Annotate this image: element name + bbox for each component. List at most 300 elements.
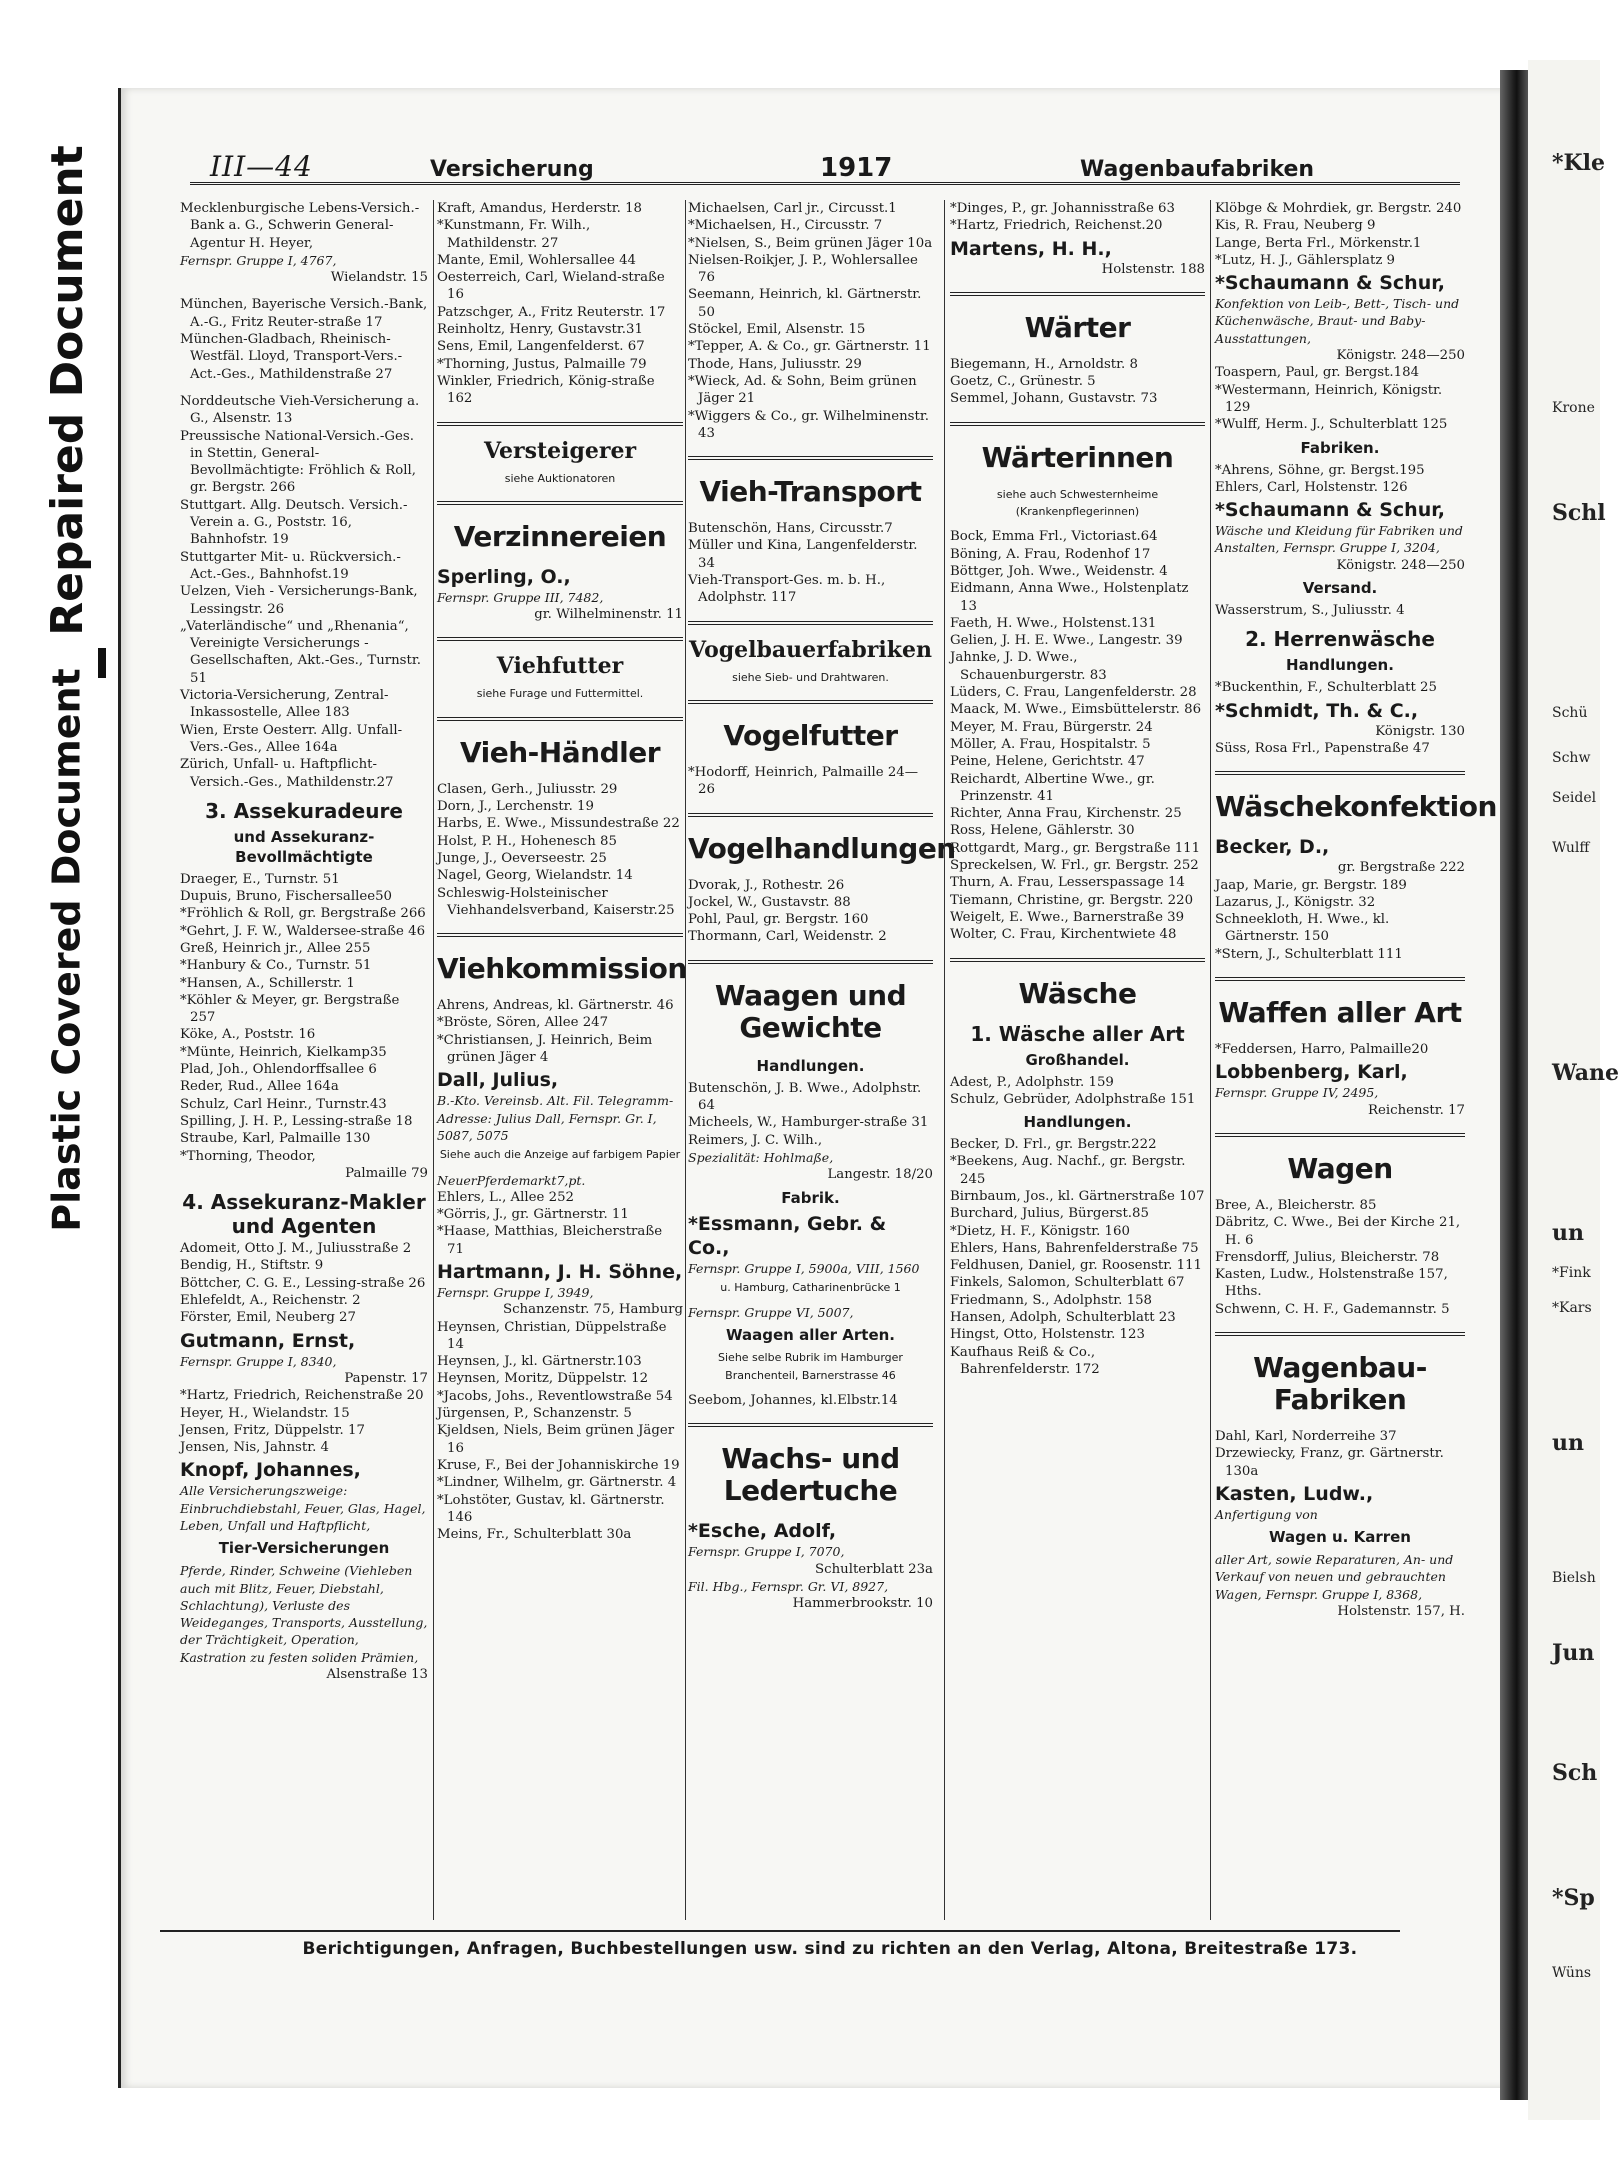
category-heading: Wäschekonfektion bbox=[1215, 790, 1497, 824]
adjacent-page-fragment: Seidel bbox=[1552, 790, 1597, 806]
firm-name: Kasten, Ludw., bbox=[1215, 1482, 1374, 1505]
rule bbox=[437, 637, 683, 643]
category-heading: Wagenbau-Fabriken bbox=[1253, 1350, 1427, 1416]
entry: Victoria-Versicherung, Zentral-Inkassostelle, Allee 183 bbox=[180, 688, 389, 721]
category-heading: Wärterinnen bbox=[981, 440, 1174, 474]
entry: *Hodorff, Heinrich, Palmaille 24—26 bbox=[688, 764, 919, 798]
category-heading: Vieh-Händler bbox=[459, 735, 661, 769]
footer-notice: Berichtigungen, Anfragen, Buchbestellungen usw. sind zu richten an den Verlag, Altona, Breitestraße 173. bbox=[302, 1939, 1358, 1959]
entry-detail: Fernspr. Gruppe I, 8340, bbox=[180, 1353, 337, 1369]
entry: Adest, P., Adolphstr. 159 bbox=[950, 1074, 1114, 1090]
subheading: Fabrik. bbox=[781, 1188, 840, 1207]
entry: Süss, Rosa Frl., Papenstraße 47 bbox=[1215, 740, 1430, 756]
entry: *Wulff, Herm. J., Schulterblatt 125 bbox=[1215, 417, 1448, 433]
spacer bbox=[180, 286, 428, 296]
entry-detail: Wäsche und Kleidung für Fabriken und Anstalten, Fernspr. Gruppe I, 3204, bbox=[1215, 523, 1463, 556]
category-heading: Vogelbauerfabriken bbox=[689, 636, 932, 663]
rule bbox=[950, 958, 1205, 964]
category-heading: Viehfutter bbox=[496, 653, 624, 680]
entry: Vieh-Transport-Ges. m. b. H., Adolphstr. 117 bbox=[688, 573, 886, 606]
column-divider bbox=[944, 200, 945, 1920]
entry: Däbritz, C. Wwe., Bei der Kirche 21, H. 6 bbox=[1215, 1215, 1461, 1248]
firm-name: Lobbenberg, Karl, bbox=[1215, 1061, 1408, 1084]
entry: Jürgensen, P., Schanzenstr. 5 bbox=[437, 1406, 632, 1422]
entry-address: Königstr. 248—250 bbox=[1336, 348, 1465, 364]
entry: Bock, Emma Frl., Victoriast.64 bbox=[950, 529, 1158, 545]
entry: Sens, Emil, Langenfelderst. 67 bbox=[437, 339, 645, 355]
entry: *Wieck, Ad. & Sohn, Beim grünen Jäger 21 bbox=[688, 373, 917, 407]
rule bbox=[437, 717, 683, 723]
entry: *Thorning, Justus, Palmaille 79 bbox=[437, 356, 647, 372]
entry: Kis, R. Frau, Neuberg 9 bbox=[1215, 218, 1376, 234]
firm-name: Gutmann, Ernst, bbox=[180, 1329, 356, 1352]
adjacent-page-fragment: un bbox=[1552, 1430, 1584, 1456]
cross-reference: siehe Auktionatoren bbox=[504, 471, 616, 485]
entry: *Nielsen, S., Beim grünen Jäger 10a bbox=[688, 235, 933, 251]
entry: Stöckel, Emil, Alsenstr. 15 bbox=[688, 322, 866, 338]
category-heading: Verzinnereien bbox=[453, 519, 667, 553]
repaired-document-label bbox=[22, 130, 112, 650]
entry: Birnbaum, Jos., kl. Gärtnerstraße 107 bbox=[950, 1188, 1205, 1204]
adjacent-page-fragment: Schü bbox=[1552, 705, 1588, 721]
rule bbox=[1215, 771, 1465, 777]
entry: Dorn, J., Lerchenstr. 19 bbox=[437, 799, 594, 815]
entry: Ehlefeldt, A., Reichenstr. 2 bbox=[180, 1293, 361, 1309]
entry: Dahl, Karl, Norderreihe 37 bbox=[1215, 1428, 1397, 1444]
entry: Jensen, Fritz, Düppelstr. 17 bbox=[180, 1422, 365, 1438]
entry-detail: Fernspr. Gruppe I, 7070, bbox=[688, 1544, 845, 1560]
subheading: Fabriken. bbox=[1300, 438, 1380, 457]
entry: Semmel, Johann, Gustavstr. 73 bbox=[950, 391, 1158, 407]
entry: *Hartz, Friedrich, Reichenst.20 bbox=[950, 218, 1163, 234]
category-heading: Viehkommission bbox=[437, 952, 687, 986]
column-5 bbox=[1215, 200, 1497, 1920]
entry: Ahrens, Andreas, kl. Gärtnerstr. 46 bbox=[437, 998, 674, 1014]
rule bbox=[950, 422, 1205, 428]
entry: Bendig, H., Stiftstr. 9 bbox=[180, 1258, 324, 1274]
entry: Heyer, H., Wielandstr. 15 bbox=[180, 1405, 350, 1421]
entry: Lange, Berta Frl., Mörkenstr.1 bbox=[1215, 235, 1422, 251]
entry: *Christiansen, J. Heinrich, Beim grünen Jäger 4 bbox=[437, 1032, 653, 1066]
subheading: Tier-Versicherungen bbox=[218, 1539, 390, 1558]
column-2 bbox=[437, 200, 687, 1920]
entry-detail: Alle Versicherungszweige: Einbruchdiebstahl, Feuer, Glas, Hagel, Leben, Unfall und Haftpflicht, bbox=[180, 1483, 426, 1533]
entry: Norddeutsche Vieh-Versicherung a. G., Alsenstr. 13 bbox=[180, 393, 420, 427]
book-gutter bbox=[1500, 70, 1528, 2100]
entry: Klöbge & Mohrdiek, gr. Bergstr. 240 bbox=[1215, 201, 1462, 216]
scan-margin-top bbox=[0, 0, 1600, 48]
entry: Drzewiecky, Franz, gr. Gärtnerstr. 130a bbox=[1215, 1446, 1444, 1479]
subsection-heading: 1. Wäsche aller Art bbox=[970, 1021, 1185, 1046]
cross-reference: siehe Sieb- und Drahtwaren. bbox=[732, 670, 889, 684]
entry: Jockel, W., Gustavstr. 88 bbox=[688, 894, 851, 910]
entry: Goetz, C., Grünestr. 5 bbox=[950, 374, 1096, 390]
firm-name: Becker, D., bbox=[1215, 836, 1330, 859]
entry: Pohl, Paul, gr. Bergstr. 160 bbox=[688, 912, 869, 928]
rule bbox=[688, 813, 933, 819]
label-strip bbox=[0, 0, 118, 2177]
entry: Frensdorff, Julius, Bleicherstr. 78 bbox=[1215, 1249, 1440, 1265]
entry: Hansen, Adolph, Schulterblatt 23 bbox=[950, 1310, 1176, 1326]
subheading: und Assekuranz-Bevollmächtigte bbox=[233, 827, 375, 866]
entry: Thormann, Carl, Weidenstr. 2 bbox=[688, 929, 887, 945]
entry-detail: Pferde, Rinder, Schweine (Viehleben auch mit Blitz, Feuer, Diebstahl, Schlachtung), Verluste des Weideganges, Transports, Ausstellung, der Trächtigkeit, Operation, Kastration zu festen soliden Prämien, bbox=[180, 1563, 428, 1665]
entry: *Hansen, A., Schillerstr. 1 bbox=[180, 975, 355, 991]
rule bbox=[688, 700, 933, 706]
spacer bbox=[180, 383, 428, 393]
entry: Wolter, C. Frau, Kirchentwiete 48 bbox=[950, 927, 1177, 943]
category-heading: Vogelfutter bbox=[723, 718, 898, 752]
entry-address: Langestr. 18/20 bbox=[827, 1167, 933, 1183]
plastic-label-text: Plastic Covered Document bbox=[45, 668, 90, 1232]
entry: *Ahrens, Söhne, gr. Bergst.195 bbox=[1215, 462, 1425, 478]
column-divider bbox=[685, 200, 686, 1920]
subheading: Handlungen. bbox=[756, 1056, 865, 1075]
entry: *Lutz, H. J., Gählersplatz 9 bbox=[1215, 252, 1396, 268]
cross-reference: siehe auch Schwesternheime (Krankenpflegerinnen) bbox=[996, 487, 1159, 519]
entry-address: Papenstr. 17 bbox=[344, 1370, 428, 1386]
entry: Kjeldsen, Niels, Beim grünen Jäger 16 bbox=[437, 1423, 675, 1456]
entry: Schulz, Carl Heinr., Turnstr.43 bbox=[180, 1096, 387, 1112]
entry-address: Hammerbrookstr. 10 bbox=[792, 1596, 933, 1612]
subheading: Wagen u. Karren bbox=[1269, 1528, 1411, 1547]
entry: Butenschön, J. B. Wwe., Adolphstr. 64 bbox=[688, 1080, 922, 1114]
entry-address: Alsenstraße 13 bbox=[326, 1667, 428, 1683]
entry: Heynsen, Moritz, Düppelstr. 12 bbox=[437, 1371, 649, 1387]
entry-address: Schanzenstr. 75, Hamburg bbox=[502, 1302, 683, 1318]
entry: Straube, Karl, Palmaille 130 bbox=[180, 1131, 371, 1147]
entry-address: Palmaille 79 bbox=[345, 1165, 428, 1181]
entry: Junge, J., Oeverseestr. 25 bbox=[437, 850, 607, 866]
entry: *Jacobs, Johs., Reventlowstraße 54 bbox=[437, 1388, 673, 1404]
entry: Böttger, Joh. Wwe., Weidenstr. 4 bbox=[950, 563, 1168, 579]
firm-name: Knopf, Johannes, bbox=[180, 1459, 361, 1482]
entry: Böttcher, C. G. E., Lessing-straße 26 bbox=[180, 1275, 426, 1291]
rule bbox=[688, 456, 933, 462]
entry: *Stern, J., Schulterblatt 111 bbox=[1215, 946, 1403, 962]
entry: Becker, D. Frl., gr. Bergstr.222 bbox=[950, 1137, 1157, 1153]
entry: Meyer, M. Frau, Bürgerstr. 24 bbox=[950, 719, 1153, 735]
adjacent-page-fragment: *Sp bbox=[1552, 1885, 1595, 1911]
entry: Stuttgarter Mit- u. Rückversich.-Act.-Ges., Bahnhofst.19 bbox=[180, 549, 401, 582]
entry-detail: NeuerPferdemarkt7,pt. bbox=[437, 1172, 586, 1188]
category-heading: Wachs- und Ledertuche bbox=[721, 1442, 900, 1508]
adjacent-page-fragment: Wane bbox=[1552, 1060, 1619, 1086]
column-1 bbox=[180, 200, 428, 1920]
entry: *Tepper, A. & Co., gr. Gärtnerstr. 11 bbox=[688, 339, 931, 355]
entry: Faeth, H. Wwe., Holstenst.131 bbox=[950, 615, 1157, 631]
entry: Toaspern, Paul, gr. Bergst.184 bbox=[1215, 365, 1420, 381]
entry: Thurn, A. Frau, Lesserspassage 14 bbox=[950, 875, 1185, 891]
entry: Heynsen, Christian, Düppelstraße 14 bbox=[437, 1319, 667, 1352]
entry: Adomeit, Otto J. M., Juliusstraße 2 bbox=[180, 1241, 412, 1257]
entry-address: Schulterblatt 23a bbox=[815, 1561, 933, 1577]
category-heading: Wagen bbox=[1287, 1151, 1393, 1185]
entry-detail: Fernspr. Gruppe VI, 5007, bbox=[688, 1305, 854, 1321]
entry: *Köhler & Meyer, gr. Bergstraße 257 bbox=[180, 992, 400, 1026]
rule bbox=[437, 422, 683, 428]
adjacent-page-fragment: *Kle bbox=[1552, 150, 1605, 176]
entry: Kraft, Amandus, Herderstr. 18 bbox=[437, 201, 642, 216]
entry: Müller und Kina, Langenfelderstr. 34 bbox=[688, 538, 918, 571]
entry: München-Gladbach, Rheinisch-Westfäl. Lloyd, Transport-Vers.-Act.-Ges., Mathildenstraße 27 bbox=[180, 332, 403, 382]
entry: Spilling, J. H. P., Lessing-straße 18 bbox=[180, 1113, 413, 1129]
entry: *Michaelsen, H., Circusstr. 7 bbox=[688, 218, 883, 234]
subheading: Handlungen. bbox=[1023, 1113, 1132, 1132]
entry: Rottgardt, Marg., gr. Bergstraße 111 bbox=[950, 840, 1201, 856]
entry: *Gehrt, J. F. W., Waldersee-straße 46 bbox=[180, 923, 426, 939]
cross-reference: u. Hamburg, Catharinenbrücke 1 bbox=[720, 1280, 901, 1294]
entry-address: gr. Wilhelminenstr. 11 bbox=[534, 607, 683, 623]
cross-reference: siehe Furage und Futtermittel. bbox=[476, 687, 644, 701]
entry: Eidmann, Anna Wwe., Holstenplatz 13 bbox=[950, 581, 1189, 614]
entry: Ehlers, L., Allee 252 bbox=[437, 1189, 574, 1205]
entry: Holst, P. H., Hohenesch 85 bbox=[437, 833, 617, 849]
entry: Maack, M. Wwe., Eimsbüttelerstr. 86 bbox=[950, 702, 1202, 718]
section-title-right: Wagenbaufabriken bbox=[1080, 157, 1315, 182]
rule bbox=[1215, 1133, 1465, 1139]
entry: Zürich, Unfall- u. Haftpflicht-Versich.-Ges., Mathildenstr.27 bbox=[180, 757, 394, 790]
entry: Butenschön, Hans, Circusstr.7 bbox=[688, 521, 893, 537]
cross-reference: Siehe auch die Anzeige auf farbigem Papier bbox=[439, 1148, 681, 1162]
firm-name: *Schaumann & Schur, bbox=[1215, 272, 1446, 295]
column-divider bbox=[1210, 200, 1211, 1920]
firm-name: *Schmidt, Th. & C., bbox=[1215, 699, 1419, 722]
entry: Peine, Helene, Gerichtstr. 47 bbox=[950, 754, 1145, 770]
entry: *Haase, Matthias, Bleicherstraße 71 bbox=[437, 1224, 663, 1257]
adjacent-page-fragment: *Fink bbox=[1552, 1265, 1591, 1281]
entry: Dupuis, Bruno, Fischersallee50 bbox=[180, 889, 392, 905]
entry: Schwenn, C. H. F., Gademannstr. 5 bbox=[1215, 1301, 1450, 1317]
firm-name: *Esche, Adolf, bbox=[688, 1520, 837, 1543]
rule bbox=[1215, 977, 1465, 983]
subheading: Versand. bbox=[1302, 579, 1378, 598]
entry: Kaufhaus Reiß & Co., Bahrenfelderstr. 172 bbox=[950, 1344, 1100, 1377]
firm-name: *Schaumann & Schur, bbox=[1215, 499, 1446, 522]
entry: Uelzen, Vieh - Versicherungs-Bank, Lessingstr. 26 bbox=[180, 584, 418, 617]
entry-address: Königstr. 130 bbox=[1375, 723, 1465, 739]
entry: Reder, Rud., Allee 164a bbox=[180, 1079, 339, 1095]
entry-detail: Konfektion von Leib-, Bett-, Tisch- und Küchenwäsche, Braut- und Baby-Ausstattungen, bbox=[1215, 296, 1460, 346]
entry-detail: aller Art, sowie Reparaturen, An- und Verkauf von neuen und gebrauchten Wagen, Fernspr. Gruppe I, 8368, bbox=[1215, 1552, 1454, 1602]
entry-detail: Anfertigung von bbox=[1215, 1506, 1318, 1522]
entry-address: Holstenstr. 188 bbox=[1101, 261, 1205, 277]
plastic-covered-label bbox=[22, 668, 112, 1232]
entry: Weigelt, E. Wwe., Barnerstraße 39 bbox=[950, 909, 1185, 925]
entry: Meins, Fr., Schulterblatt 30a bbox=[437, 1527, 632, 1543]
entry: Förster, Emil, Neuberg 27 bbox=[180, 1310, 356, 1326]
entry-detail: B.-Kto. Vereinsb. Alt. Fil. Telegramm-Adresse: Julius Dall, Fernspr. Gr. I, 5087, 5075 bbox=[437, 1093, 674, 1143]
entry: Tiemann, Christine, gr. Bergstr. 220 bbox=[950, 892, 1194, 908]
entry: Kruse, F., Bei der Johanniskirche 19 bbox=[437, 1457, 680, 1473]
entry: *Kunstmann, Fr. Wilh., Mathildenstr. 27 bbox=[437, 218, 591, 251]
entry: *Feddersen, Harro, Palmaille20 bbox=[1215, 1042, 1429, 1058]
entry: Lazarus, J., Königstr. 32 bbox=[1215, 894, 1376, 910]
firm-name: Sperling, O., bbox=[437, 565, 571, 588]
entry: Nagel, Georg, Wielandstr. 14 bbox=[437, 868, 633, 884]
firm-name: Hartmann, J. H. Söhne, bbox=[437, 1260, 683, 1283]
rule bbox=[688, 960, 933, 966]
firm-name: Martens, H. H., bbox=[950, 237, 1112, 260]
entry: *Dietz, H. F., Königstr. 160 bbox=[950, 1223, 1130, 1239]
entry: Jaap, Marie, gr. Bergstr. 189 bbox=[1215, 877, 1407, 893]
entry: Stuttgart. Allg. Deutsch. Versich.-Verein a. G., Poststr. 16, Bahnhofstr. 19 bbox=[180, 497, 408, 548]
entry: Lüders, C. Frau, Langenfelderstr. 28 bbox=[950, 685, 1197, 701]
adjacent-page-fragment: Schl bbox=[1552, 500, 1606, 526]
entry: Reinholtz, Henry, Gustavstr.31 bbox=[437, 322, 643, 338]
entry: Friedmann, S., Adolphstr. 158 bbox=[950, 1292, 1152, 1308]
entry: *Hartz, Friedrich, Reichenstraße 20 bbox=[180, 1388, 424, 1404]
entry-detail: Fernspr. Gruppe III, 7482, bbox=[437, 589, 604, 605]
entry: Draeger, E., Turnstr. 51 bbox=[180, 871, 340, 887]
entry: *Buckenthin, F., Schulterblatt 25 bbox=[1215, 680, 1437, 696]
entry: Schleswig-Holsteinischer Viehhandelsverband, Kaiserstr.25 bbox=[437, 885, 675, 918]
adjacent-page-fragment: Wulff bbox=[1552, 840, 1590, 856]
entry: *Görris, J., gr. Gärtnerstr. 11 bbox=[437, 1207, 629, 1223]
entry: *Bröste, Sören, Allee 247 bbox=[437, 1015, 609, 1031]
entry: Wien, Erste Oesterr. Allg. Unfall-Vers.-Ges., Allee 164a bbox=[180, 722, 403, 755]
entry: *Wiggers & Co., gr. Wilhelminenstr. 43 bbox=[688, 408, 929, 441]
entry: *Hanbury & Co., Turnstr. 51 bbox=[180, 958, 372, 974]
entry: Biegemann, H., Arnoldstr. 8 bbox=[950, 356, 1138, 372]
entry: Burchard, Julius, Bürgerst.85 bbox=[950, 1206, 1149, 1222]
category-heading: Vieh-Transport bbox=[699, 475, 922, 509]
repaired-label-text: Repaired Document bbox=[41, 144, 93, 636]
entry: Ehlers, Carl, Holstenstr. 126 bbox=[1215, 479, 1408, 495]
subheading: Handlungen. bbox=[1286, 656, 1394, 675]
entry-address: gr. Bergstraße 222 bbox=[1337, 860, 1465, 876]
category-heading: Vogelhandlungen bbox=[688, 831, 956, 865]
adjacent-page-fragment: *Kars bbox=[1552, 1300, 1592, 1316]
entry: Micheels, W., Hamburger-straße 31 bbox=[688, 1115, 929, 1131]
entry: Clasen, Gerh., Juliusstr. 29 bbox=[437, 781, 618, 797]
adjacent-page-fragment: Schw bbox=[1552, 750, 1591, 766]
header-rule bbox=[190, 182, 1460, 185]
column-3 bbox=[688, 200, 956, 1920]
firm-name: Dall, Julius, bbox=[437, 1069, 559, 1092]
entry: Reimers, J. C. Wilh., bbox=[688, 1132, 823, 1148]
adjacent-page-fragment: Krone bbox=[1552, 400, 1595, 416]
firm-name: *Essmann, Gebr. & Co., bbox=[688, 1212, 887, 1259]
entry: Michaelsen, Carl jr., Circusst.1 bbox=[688, 201, 897, 216]
entry: Ross, Helene, Gählerstr. 30 bbox=[950, 823, 1135, 839]
entry: Reichardt, Albertine Wwe., gr. Prinzenstr. 41 bbox=[950, 771, 1155, 804]
entry: Ehlers, Hans, Bahrenfelderstraße 75 bbox=[950, 1240, 1199, 1256]
entry: Feldhusen, Daniel, gr. Roosenstr. 111 bbox=[950, 1258, 1202, 1274]
rule bbox=[950, 292, 1205, 298]
column-divider bbox=[433, 200, 434, 1920]
entry: Richter, Anna Frau, Kirchenstr. 25 bbox=[950, 806, 1182, 822]
entry: Dvorak, J., Rothestr. 26 bbox=[688, 877, 845, 893]
category-heading: Waffen aller Art bbox=[1218, 996, 1462, 1030]
subsection-heading: 4. Assekuranz-Makler und Agenten bbox=[182, 1190, 426, 1239]
entry-detail: Spezialität: Hohlmaße, bbox=[688, 1149, 834, 1165]
subsection-heading: 3. Assekuradeure bbox=[205, 798, 403, 823]
entry: Mante, Emil, Wohlersallee 44 bbox=[437, 252, 636, 268]
page-number: III—44 bbox=[210, 150, 313, 183]
section-title-left: Versicherung bbox=[430, 157, 594, 182]
entry: Finkels, Salomon, Schulterblatt 67 bbox=[950, 1275, 1185, 1291]
entry-address: Wielandstr. 15 bbox=[330, 270, 428, 286]
entry: Schulz, Gebrüder, Adolphstraße 151 bbox=[950, 1091, 1196, 1107]
adjacent-page-fragment: un bbox=[1552, 1220, 1584, 1246]
entry: Nielsen-Roikjer, J. P., Wohlersallee 76 bbox=[688, 252, 918, 286]
cross-reference: Siehe selbe Rubrik im Hamburger Branchenteil, Barnerstrasse 46 bbox=[718, 1351, 903, 1382]
rule bbox=[1215, 1332, 1465, 1338]
entry-detail: Fernspr. Gruppe I, 4767, bbox=[180, 252, 337, 268]
entry: Mecklenburgische Lebens-Versich.-Bank a. G., Schwerin General-Agentur H. Heyer, bbox=[180, 201, 420, 251]
entry: Köke, A., Poststr. 16 bbox=[180, 1027, 316, 1043]
entry: Jensen, Nis, Jahnstr. 4 bbox=[180, 1440, 329, 1456]
subheading: Waagen aller Arten. bbox=[726, 1326, 895, 1345]
category-heading: Waagen und Gewichte bbox=[714, 978, 907, 1044]
entry: Seebom, Johannes, kl.Elbstr.14 bbox=[688, 1392, 898, 1408]
adjacent-page-fragment: Bielsh bbox=[1552, 1570, 1596, 1586]
entry: *Dinges, P., gr. Johannisstraße 63 bbox=[950, 201, 1175, 216]
entry: München, Bayerische Versich.-Bank, A.-G., Fritz Reuter-straße 17 bbox=[180, 297, 428, 330]
entry: Kasten, Ludw., Holstenstraße 157, Hths. bbox=[1215, 1267, 1448, 1300]
entry-detail: Fernspr. Gruppe I, 3949, bbox=[437, 1284, 594, 1300]
entry: *Lindner, Wilhelm, gr. Gärtnerstr. 4 bbox=[437, 1475, 677, 1491]
entry-detail: Fernspr. Gruppe I, 5900a, VIII, 1560 bbox=[688, 1260, 920, 1276]
entry: *Münte, Heinrich, Kielkamp35 bbox=[180, 1044, 387, 1060]
entry: Hingst, Otto, Holstenstr. 123 bbox=[950, 1327, 1145, 1343]
entry: Preussische National-Versich.-Ges. in Stettin, General-Bevollmächtigte: Fröhlich & Roll, gr. Bergstr. 266 bbox=[180, 428, 416, 496]
entry: Plad, Joh., Ohlendorffsallee 6 bbox=[180, 1062, 377, 1078]
entry: Oesterreich, Carl, Wieland-straße 16 bbox=[437, 270, 665, 303]
category-heading: Versteigerer bbox=[483, 437, 637, 464]
entry-address: Holstenstr. 157, H. bbox=[1337, 1604, 1465, 1620]
year: 1917 bbox=[820, 153, 893, 183]
entry: Seemann, Heinrich, kl. Gärtnerstr. 50 bbox=[688, 287, 922, 320]
category-heading: Wärter bbox=[1024, 310, 1131, 344]
entry-address: Reichenstr. 17 bbox=[1367, 1102, 1465, 1118]
entry: *Beekens, Aug. Nachf., gr. Bergstr. 245 bbox=[950, 1154, 1186, 1187]
subsection-heading: 2. Herrenwäsche bbox=[1245, 627, 1435, 652]
entry: Bree, A., Bleicherstr. 85 bbox=[1215, 1197, 1377, 1213]
entry: Winkler, Friedrich, König-straße 162 bbox=[437, 373, 655, 407]
entry: Möller, A. Frau, Hospitalstr. 5 bbox=[950, 736, 1151, 752]
entry: Wasserstrum, S., Juliusstr. 4 bbox=[1215, 603, 1405, 619]
entry: Spreckelsen, W. Frl., gr. Bergstr. 252 bbox=[950, 858, 1199, 874]
entry: „Vaterländische“ und „Rhenania“, Vereinigte Versicherungs - Gesellschaften, Akt.-Ges., Turnstr. 51 bbox=[180, 618, 421, 686]
adjacent-page-edge bbox=[1528, 60, 1619, 2120]
entry: Heynsen, J., kl. Gärtnerstr.103 bbox=[437, 1354, 642, 1370]
adjacent-page-fragment: Jun bbox=[1552, 1640, 1595, 1666]
label-divider bbox=[98, 648, 106, 678]
entry-detail: Fil. Hbg., Fernspr. Gr. VI, 8927, bbox=[688, 1578, 889, 1594]
entry: *Fröhlich & Roll, gr. Bergstraße 266 bbox=[180, 906, 426, 922]
entry-address: Königstr. 248—250 bbox=[1336, 557, 1465, 573]
entry: Patzschger, A., Fritz Reuterstr. 17 bbox=[437, 304, 666, 320]
entry: Jahnke, J. D. Wwe., Schauenburgerstr. 83 bbox=[950, 650, 1107, 683]
entry: Gelien, J. H. E. Wwe., Langestr. 39 bbox=[950, 633, 1183, 649]
entry: Thode, Hans, Juliusstr. 29 bbox=[688, 356, 862, 372]
footer-rule bbox=[160, 1930, 1400, 1932]
entry: Böning, A. Frau, Rodenhof 17 bbox=[950, 546, 1151, 562]
rule bbox=[688, 1423, 933, 1429]
entry: Schneekloth, H. Wwe., kl. Gärtnerstr. 150 bbox=[1215, 912, 1390, 945]
entry-detail: Fernspr. Gruppe IV, 2495, bbox=[1215, 1085, 1379, 1101]
entry: *Thorning, Theodor, bbox=[180, 1148, 316, 1164]
entry: *Westermann, Heinrich, Königstr. 129 bbox=[1215, 382, 1443, 415]
adjacent-page-fragment: Wüns bbox=[1552, 1965, 1592, 1981]
category-heading: Wäsche bbox=[1018, 976, 1137, 1010]
rule bbox=[437, 501, 683, 507]
entry: Greß, Heinrich jr., Allee 255 bbox=[180, 940, 371, 956]
entry: *Lohstöter, Gustav, kl. Gärtnerstr. 146 bbox=[437, 1492, 665, 1525]
entry: Harbs, E. Wwe., Missundestraße 22 bbox=[437, 816, 680, 832]
